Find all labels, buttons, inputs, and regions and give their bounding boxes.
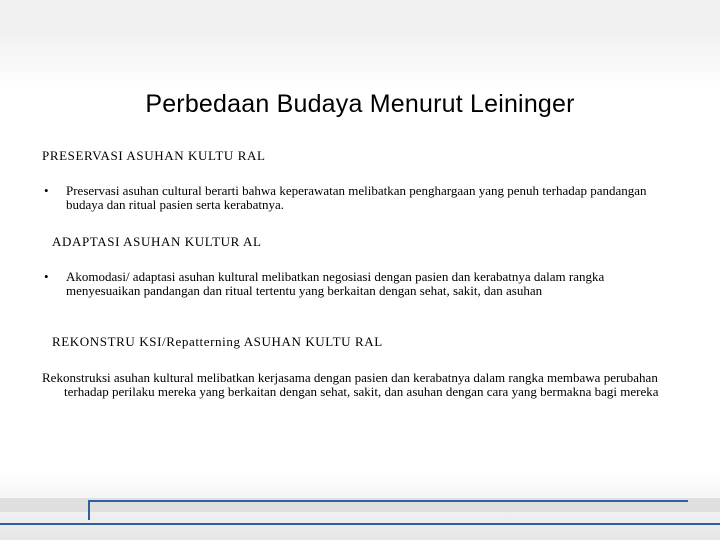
bullet-icon: •: [44, 269, 49, 284]
bullet-text: Preservasi asuhan cultural berarti bahwa keperawatan melibatkan penghargaan yang penuh terhadap pandangan budaya dan ritual pasien serta kerabatnya.: [66, 183, 647, 212]
slide-title: Perbedaan Budaya Menurut Leininger: [145, 90, 575, 118]
section-heading-rekonstruksi: REKONSTRU KSI/Repatterning ASUHAN KULTU RAL: [52, 334, 383, 349]
paragraph-rekonstruksi: Rekonstruksi asuhan kultural melibatkan kerjasama dengan pasien dan kerabatnya dalam rangka membawa perubahan terhadap perilaku mereka yang berkaitan dengan sehat, sakit, dan asuhan dengan cara yang bermakna bagi mereka: [42, 370, 659, 399]
section-heading-preservasi: PRESERVASI ASUHAN KULTU RAL: [42, 148, 266, 163]
section-heading-adaptasi: ADAPTASI ASUHAN KULTUR AL: [52, 234, 262, 249]
header-divider: [0, 0, 720, 38]
footer-accent: [88, 500, 688, 520]
bullet-text: Akomodasi/ adaptasi asuhan kultural melibatkan negosiasi dengan pasien dan kerabatnya dalam rangka menyesuaikan pandangan dan ritual tertentu yang berkaitan dengan sehat, sakit, dan asuhan: [66, 269, 605, 298]
bullet-icon: •: [44, 183, 49, 198]
footer-line: [0, 523, 720, 525]
